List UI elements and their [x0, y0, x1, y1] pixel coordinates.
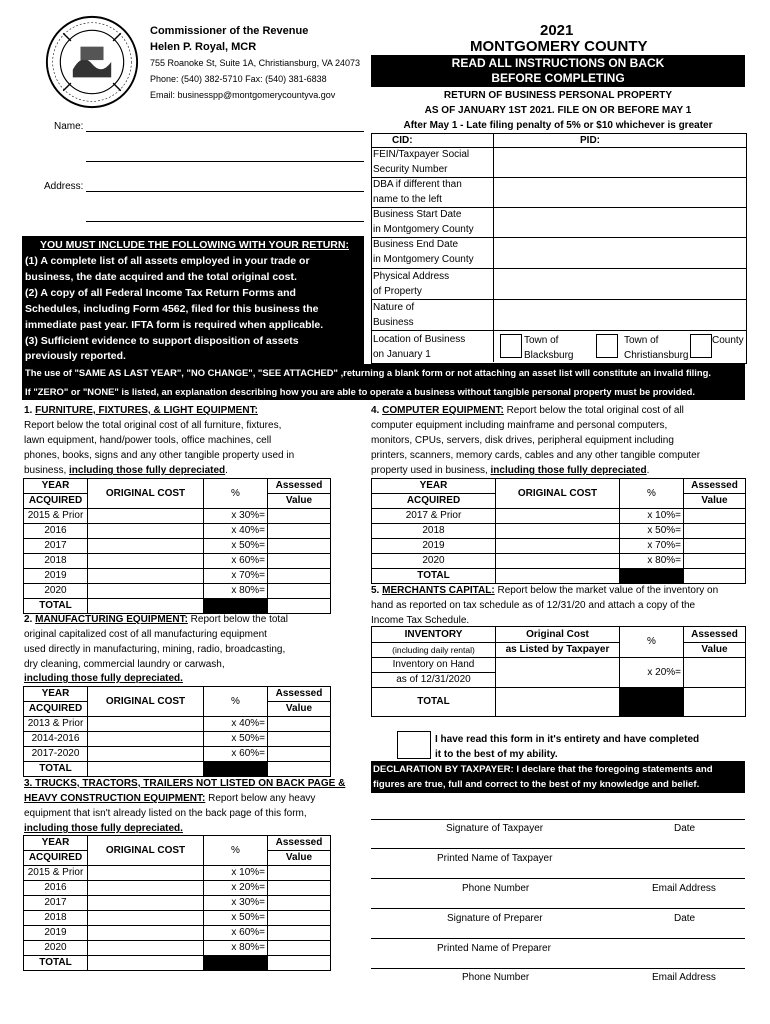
total-assessed-input[interactable] — [268, 599, 331, 614]
assessed-value-input[interactable] — [268, 881, 331, 896]
depreciation-percent-cell: x 80%= — [620, 554, 684, 569]
section-1-desc: Report below the total original cost of all furniture, fixtures, — [24, 420, 282, 431]
trucks-table — [23, 835, 331, 971]
depreciation-percent-cell: x 20%= — [204, 881, 268, 896]
name-line-1[interactable] — [86, 131, 364, 132]
inventory-header: INVENTORY — [372, 627, 496, 643]
commissioner-name: Helen P. Royal, MCR — [150, 41, 257, 53]
required-line: (1) A complete list of all assets employed in your trade or — [25, 255, 310, 267]
required-line: previously reported. — [25, 350, 126, 362]
required-line: Schedules, including Form 4562, filed for this business the — [25, 303, 319, 315]
preparer-signature-label: Signature of Preparer — [447, 913, 543, 924]
blocked-cell — [204, 956, 268, 971]
year-acquired-cell: 2015 & Prior — [24, 866, 88, 881]
assessed-value-input[interactable] — [268, 584, 331, 599]
table-row — [24, 717, 331, 732]
read-form-statement: I have read this form in it's entirety and have completed — [435, 734, 700, 745]
assessed-value-input[interactable] — [268, 941, 331, 956]
preparer-email-label: Email Address — [652, 972, 716, 983]
depreciation-percent-cell: x 50%= — [204, 911, 268, 926]
name-line-2[interactable] — [86, 161, 364, 162]
value-header: Value — [268, 851, 331, 866]
percent-header: % — [620, 627, 684, 658]
form-year: 2021 — [540, 22, 574, 39]
office-title: Commissioner of the Revenue — [150, 25, 309, 37]
end-date-label: Business End Date — [373, 239, 459, 250]
original-cost-header: ORIGINAL COST — [88, 479, 204, 509]
town-blacksburg-label: Town of — [524, 335, 559, 346]
banner-line-1: READ ALL INSTRUCTIONS ON BACK — [451, 56, 665, 70]
declaration-line-2: figures are true, full and correct to the best of my knowledge and belief. — [373, 779, 700, 790]
section-1-desc: phones, books, signs and any other tangible property used in — [24, 450, 295, 461]
nature-label: Nature of — [373, 302, 415, 313]
percent-header: % — [204, 479, 268, 509]
percent-header: % — [620, 479, 684, 509]
assessed-value-input[interactable] — [684, 554, 746, 569]
original-cost-input[interactable] — [88, 569, 204, 584]
depreciation-percent-cell: x 30%= — [204, 509, 268, 524]
year-acquired-cell: 2020 — [372, 554, 496, 569]
banner-line-2: BEFORE COMPLETING — [491, 71, 625, 85]
nature-label-2: Business — [373, 317, 414, 328]
dba-label-2: name to the left — [373, 194, 442, 205]
section-4-desc-last: property used in business, including those fully depreciated. — [371, 465, 650, 476]
value-header: Value — [684, 643, 746, 658]
original-cost-listed-header-2: as Listed by Taxpayer — [496, 643, 620, 658]
percent-header: % — [204, 687, 268, 717]
original-cost-input[interactable] — [88, 539, 204, 554]
section-5-desc: hand as reported on tax schedule as of 12/31/20 and attach a copy of the — [371, 600, 696, 611]
year-acquired-cell: 2015 & Prior — [24, 509, 88, 524]
assessed-value-input[interactable] — [684, 509, 746, 524]
location-label: Location of Business — [373, 334, 466, 345]
table-row — [24, 569, 331, 584]
total-label: TOTAL — [372, 688, 496, 717]
original-cost-input[interactable] — [496, 554, 620, 569]
inventory-on-hand-label: Inventory on Hand — [372, 658, 496, 673]
inventory-assessed-input[interactable] — [684, 658, 746, 688]
assessed-header: Assessed — [268, 687, 331, 702]
table-row — [24, 926, 331, 941]
total-assessed-input[interactable] — [684, 569, 746, 584]
name-label: Name: — [54, 121, 84, 132]
original-cost-input[interactable] — [88, 866, 204, 881]
assessed-value-input[interactable] — [268, 747, 331, 762]
table-row — [372, 539, 746, 554]
depreciation-percent-cell: x 10%= — [620, 509, 684, 524]
original-cost-input[interactable] — [88, 584, 204, 599]
value-header: Value — [268, 494, 331, 509]
acquired-header: ACQUIRED — [24, 702, 88, 717]
read-form-statement-2: it to the best of my ability. — [435, 749, 558, 760]
office-email: Email: businesspp@montgomerycountyva.gov — [150, 90, 336, 100]
section-2-desc: original capitalized cost of all manufacturing equipment — [24, 629, 267, 640]
total-assessed-input[interactable] — [268, 762, 331, 777]
start-date-label-2: in Montgomery County — [373, 224, 474, 235]
preparer-phone-label: Phone Number — [462, 972, 530, 983]
county-location-label: County — [712, 335, 744, 346]
year-acquired-cell: 2013 & Prior — [24, 717, 88, 732]
blocked-cell — [620, 688, 684, 717]
original-cost-input[interactable] — [88, 554, 204, 569]
depreciation-percent-cell: x 50%= — [620, 524, 684, 539]
original-cost-input[interactable] — [496, 524, 620, 539]
assessed-header: Assessed — [268, 836, 331, 851]
table-row — [24, 941, 331, 956]
depreciation-percent-cell: x 80%= — [204, 941, 268, 956]
taxpayer-phone-email-line[interactable] — [371, 878, 745, 879]
original-cost-input[interactable] — [88, 926, 204, 941]
assessed-value-input[interactable] — [268, 509, 331, 524]
taxpayer-date-label: Date — [674, 823, 696, 834]
taxpayer-email-label: Email Address — [652, 883, 716, 894]
taxpayer-signature-label: Signature of Taxpayer — [446, 823, 544, 834]
depreciation-percent-cell: x 10%= — [204, 866, 268, 881]
acquired-header: ACQUIRED — [24, 851, 88, 866]
table-row — [24, 524, 331, 539]
year-header: YEAR — [24, 479, 88, 494]
original-cost-input[interactable] — [88, 509, 204, 524]
required-line: immediate past year. IFTA form is required when applicable. — [25, 319, 324, 331]
pid-label: PID: — [580, 135, 600, 146]
address-label: Address: — [44, 181, 84, 192]
section-1-desc: lawn equipment, hand/power tools, office machines, cell — [24, 435, 272, 446]
blocked-cell — [204, 762, 268, 777]
taxpayer-phone-label: Phone Number — [462, 883, 530, 894]
year-acquired-cell: 2017 & Prior — [372, 509, 496, 524]
assessed-header: Assessed — [268, 479, 331, 494]
assessed-value-input[interactable] — [268, 569, 331, 584]
preparer-phone-email-line[interactable] — [371, 968, 745, 969]
preparer-printed-name-label: Printed Name of Preparer — [437, 943, 551, 954]
section-2-desc-emphasis: including those fully depreciated. — [24, 673, 183, 684]
section-1-title: 1. FURNITURE, FIXTURES, & LIGHT EQUIPMENT: — [24, 405, 258, 416]
required-line: business, the date acquired and the total original cost. — [25, 271, 297, 283]
acquired-header: ACQUIRED — [24, 494, 88, 509]
total-label: TOTAL — [372, 569, 496, 584]
furniture-table — [23, 478, 331, 614]
depreciation-percent-cell: x 80%= — [204, 584, 268, 599]
section-3-desc-emphasis: including those fully depreciated. — [24, 823, 183, 834]
section-2-desc: used directly in manufacturing, mining, radio, broadcasting, — [24, 644, 286, 655]
return-title: RETURN OF BUSINESS PERSONAL PROPERTY — [443, 90, 673, 101]
table-row — [24, 881, 331, 896]
year-header: YEAR — [24, 836, 88, 851]
dba-label: DBA if different than — [373, 179, 462, 190]
section-4-desc: monitors, CPUs, servers, disk drives, peripheral equipment including — [371, 435, 674, 446]
preparer-printed-name-line[interactable] — [371, 938, 745, 939]
table-row — [24, 732, 331, 747]
address-line-2[interactable] — [86, 221, 364, 222]
total-assessed-input[interactable] — [684, 688, 746, 717]
original-cost-input[interactable] — [88, 732, 204, 747]
depreciation-percent-cell: x 60%= — [204, 554, 268, 569]
town-christiansburg-label-2: Christiansburg — [624, 350, 689, 361]
blocked-cell — [620, 569, 684, 584]
original-cost-input[interactable] — [496, 509, 620, 524]
original-cost-header: ORIGINAL COST — [88, 687, 204, 717]
inventory-percent: x 20%= — [620, 658, 684, 688]
assessed-header: Assessed — [684, 479, 746, 494]
depreciation-percent-cell: x 30%= — [204, 896, 268, 911]
original-cost-input[interactable] — [88, 747, 204, 762]
read-form-checkbox[interactable] — [397, 731, 431, 759]
county-name: MONTGOMERY COUNTY — [470, 38, 648, 55]
section-2-title: 2. MANUFACTURING EQUIPMENT: Report below the total — [24, 614, 288, 625]
town-blacksburg-label-2: Blacksburg — [524, 350, 574, 361]
original-cost-input[interactable] — [88, 524, 204, 539]
year-acquired-cell: 2017 — [24, 896, 88, 911]
year-acquired-cell: 2020 — [24, 584, 88, 599]
depreciation-percent-cell: x 40%= — [204, 524, 268, 539]
table-row — [24, 911, 331, 926]
assessed-header: Assessed — [684, 627, 746, 643]
taxpayer-printed-name-line[interactable] — [371, 848, 745, 849]
instructions-banner — [371, 55, 745, 87]
year-header: YEAR — [24, 687, 88, 702]
assessed-value-input[interactable] — [268, 539, 331, 554]
section-4-title: 4. COMPUTER EQUIPMENT: Report below the total original cost of all — [371, 405, 684, 416]
original-cost-input[interactable] — [88, 911, 204, 926]
preparer-date-label: Date — [674, 913, 696, 924]
year-header: YEAR — [372, 479, 496, 494]
year-acquired-cell: 2018 — [372, 524, 496, 539]
notice-line-2: If "ZERO" or "NONE" is listed, an explanation describing how you are able to operate a business without tangible personal property must be provided. — [25, 386, 695, 397]
blacksburg-checkbox[interactable] — [596, 334, 618, 358]
value-header: Value — [684, 494, 746, 509]
depreciation-percent-cell: x 50%= — [204, 539, 268, 554]
assessed-value-input[interactable] — [268, 554, 331, 569]
late-penalty-notice: After May 1 - Late filing penalty of 5% or $10 whichever is greater — [403, 120, 713, 131]
section-4-desc: printers, scanners, memory cards, cables and any other tangible computer — [371, 450, 701, 461]
year-acquired-cell: 2018 — [24, 554, 88, 569]
year-acquired-cell: 2019 — [372, 539, 496, 554]
section-5-title: 5. MERCHANTS CAPITAL: Report below the market value of the inventory on — [371, 585, 719, 596]
year-acquired-cell: 2016 — [24, 881, 88, 896]
physical-address-label: Physical Address — [373, 271, 450, 282]
table-row — [24, 584, 331, 599]
assessed-value-input[interactable] — [684, 524, 746, 539]
total-cost-input[interactable] — [88, 599, 204, 614]
address-line-1[interactable] — [86, 191, 364, 192]
inventory-subheader: (including daily rental) — [372, 643, 496, 658]
filing-deadline: AS OF JANUARY 1ST 2021. FILE ON OR BEFORE MAY 1 — [424, 105, 692, 116]
assessed-value-input[interactable] — [268, 717, 331, 732]
total-cost-input[interactable] — [88, 762, 204, 777]
table-row — [24, 747, 331, 762]
assessed-value-input[interactable] — [268, 896, 331, 911]
section-3-desc: equipment that isn't already listed on the back page of this form, — [24, 808, 307, 819]
invalid-filing-notice — [22, 364, 745, 400]
total-cost-input[interactable] — [496, 688, 620, 717]
depreciation-percent-cell: x 70%= — [204, 569, 268, 584]
required-line: (3) Sufficient evidence to support disposition of assets — [25, 335, 299, 347]
total-assessed-input[interactable] — [268, 956, 331, 971]
percent-header: % — [204, 836, 268, 866]
fein-label-2: Security Number — [373, 164, 448, 175]
preparer-signature-line[interactable] — [371, 908, 745, 909]
year-acquired-cell: 2018 — [24, 911, 88, 926]
christiansburg-checkbox[interactable] — [690, 334, 712, 358]
assessed-value-input[interactable] — [268, 524, 331, 539]
end-date-label-2: in Montgomery County — [373, 254, 474, 265]
assessed-value-input[interactable] — [268, 911, 331, 926]
section-1-desc-last: business, including those fully depreciated. — [24, 465, 228, 476]
value-header: Value — [268, 702, 331, 717]
start-date-label: Business Start Date — [373, 209, 462, 220]
total-label: TOTAL — [24, 762, 88, 777]
total-cost-input[interactable] — [496, 569, 620, 584]
manufacturing-table — [23, 686, 331, 777]
depreciation-percent-cell: x 50%= — [204, 732, 268, 747]
year-acquired-cell: 2016 — [24, 524, 88, 539]
notice-line-1: The use of "SAME AS LAST YEAR", "NO CHANGE", "SEE ATTACHED" ,returning a blank form or not attaching an asset list will constitute an invalid filing. — [25, 367, 711, 378]
assessed-value-input[interactable] — [268, 926, 331, 941]
table-row — [24, 896, 331, 911]
county-seal-logo — [44, 14, 140, 110]
original-cost-header: ORIGINAL COST — [88, 836, 204, 866]
section-2-desc: dry cleaning, commercial laundry or carwash, — [24, 659, 225, 670]
declaration-line-1: DECLARATION BY TAXPAYER: I declare that the foregoing statements and — [373, 764, 713, 775]
total-cost-input[interactable] — [88, 956, 204, 971]
required-line: (2) A copy of all Federal Income Tax Return Forms and — [25, 287, 296, 299]
section-3-title: 3. TRUCKS, TRACTORS, TRAILERS NOT LISTED ON BACK PAGE & — [24, 778, 346, 789]
table-row — [24, 539, 331, 554]
cid-label: CID: — [392, 135, 413, 146]
physical-address-label-2: of Property — [373, 286, 422, 297]
county-checkbox[interactable] — [500, 334, 522, 358]
total-label: TOTAL — [24, 599, 88, 614]
table-row — [24, 554, 331, 569]
location-label-2: on January 1 — [373, 349, 431, 360]
original-cost-input[interactable] — [88, 717, 204, 732]
depreciation-percent-cell: x 60%= — [204, 747, 268, 762]
original-cost-input[interactable] — [496, 539, 620, 554]
required-attachments-box — [22, 236, 364, 364]
original-cost-input[interactable] — [88, 896, 204, 911]
required-heading: YOU MUST INCLUDE THE FOLLOWING WITH YOUR RETURN: — [40, 239, 349, 251]
year-acquired-cell: 2019 — [24, 569, 88, 584]
town-christiansburg-label: Town of — [624, 335, 659, 346]
merchants-capital-table — [371, 626, 746, 717]
section-4-desc: computer equipment including mainframe and personal computers, — [371, 420, 668, 431]
depreciation-percent-cell: x 70%= — [620, 539, 684, 554]
original-cost-input[interactable] — [88, 881, 204, 896]
table-row — [24, 509, 331, 524]
assessed-value-input[interactable] — [268, 732, 331, 747]
declaration-box — [371, 761, 745, 793]
fein-label: FEIN/Taxpayer Social — [373, 149, 470, 160]
assessed-value-input[interactable] — [268, 866, 331, 881]
computer-table — [371, 478, 746, 584]
inventory-cost-input[interactable] — [496, 658, 620, 688]
original-cost-input[interactable] — [88, 941, 204, 956]
assessed-value-input[interactable] — [684, 539, 746, 554]
original-cost-listed-header: Original Cost — [496, 627, 620, 643]
year-acquired-cell: 2014-2016 — [24, 732, 88, 747]
blocked-cell — [204, 599, 268, 614]
year-acquired-cell: 2020 — [24, 941, 88, 956]
original-cost-header: ORIGINAL COST — [496, 479, 620, 509]
year-acquired-cell: 2019 — [24, 926, 88, 941]
table-row — [24, 866, 331, 881]
section-5-desc: Income Tax Schedule. — [371, 615, 470, 626]
table-row — [372, 524, 746, 539]
total-label: TOTAL — [24, 956, 88, 971]
inventory-on-hand-date: as of 12/31/2020 — [372, 673, 496, 688]
depreciation-percent-cell: x 40%= — [204, 717, 268, 732]
year-acquired-cell: 2017 — [24, 539, 88, 554]
year-acquired-cell: 2017-2020 — [24, 747, 88, 762]
office-phone-fax: Phone: (540) 382-5710 Fax: (540) 381-6838 — [150, 74, 327, 84]
section-3-title-b: HEAVY CONSTRUCTION EQUIPMENT: Report below any heavy — [24, 793, 316, 804]
table-row — [372, 509, 746, 524]
table-row — [372, 554, 746, 569]
office-address: 755 Roanoke St, Suite 1A, Christiansburg, VA 24073 — [150, 58, 360, 68]
depreciation-percent-cell: x 60%= — [204, 926, 268, 941]
acquired-header: ACQUIRED — [372, 494, 496, 509]
taxpayer-printed-name-label: Printed Name of Taxpayer — [437, 853, 553, 864]
taxpayer-signature-line[interactable] — [371, 819, 745, 820]
